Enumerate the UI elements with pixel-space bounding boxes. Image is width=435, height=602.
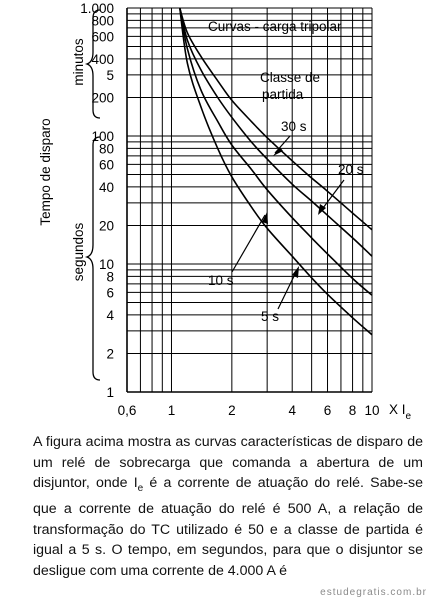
y-tick-label: 80 [98, 141, 114, 157]
y-tick-label: 5 [106, 67, 114, 83]
x-tick-label: 1 [167, 403, 176, 418]
curve-30s [180, 8, 372, 230]
y-tick-label: 800 [91, 13, 114, 29]
y-tick-label: 8 [106, 269, 114, 285]
x-axis-label: X $I_e$ [389, 402, 412, 422]
y-tick-label: 2 [106, 346, 114, 362]
y-tick-label: 40 [98, 179, 114, 195]
x-tick-label: 8 [348, 403, 357, 418]
chart-title: Curvas - carga tripolar [208, 19, 342, 34]
y-tick-label: 20 [98, 218, 114, 234]
legend-title-line-1: Classe de [260, 70, 321, 85]
series-label-30s: 30 s [281, 119, 307, 134]
y-tick-label: 1 [106, 385, 114, 400]
y-group-label-minutes: minutos [71, 38, 86, 86]
x-tick-label: 10 [364, 403, 380, 418]
chart-grid [127, 8, 372, 392]
watermark: estudegratis.com.br [320, 587, 427, 598]
y-tick-label: 400 [91, 51, 114, 67]
legend-title-line-2: partida [262, 87, 304, 102]
y-tick-label: 200 [91, 90, 114, 106]
y-tick-label: 10 [98, 257, 114, 272]
tick-labels [80, 1, 379, 418]
x-tick-label: 4 [288, 403, 296, 418]
y-tick-label: 4 [106, 307, 114, 323]
chart-axes [127, 8, 372, 392]
y-tick-label: 100 [91, 129, 114, 144]
x-tick-label: 0,6 [117, 403, 137, 418]
ie-symbol: I [133, 475, 138, 491]
curve-20s [180, 8, 372, 256]
question-text: A figura acima mostra as curvas características de disparo de um relé de sobrecarga que comanda a abertura de um disjuntor, onde $I_e$ é a corrente de atuação do relé. Sabe-se que a corrente de atuação do relé é 500 A, a relação de transformação do TC utilizado é 50 e a classe de partida é igual a 5 s. O tempo, em segundos, para que o disjuntor se desligue com uma corrente de 4.000 A é [33, 434, 423, 579]
y-tick-label: 600 [91, 29, 114, 45]
x-tick-label: 6 [323, 403, 332, 418]
y-group-label-seconds: segundos [71, 222, 86, 282]
x-tick-label: 2 [228, 403, 236, 418]
series-label-20s: 20 s [338, 162, 364, 177]
y-axis-label: Tempo de disparo [38, 118, 53, 226]
y-tick-label: 6 [106, 285, 114, 301]
series-label-10s: 10 s [208, 273, 234, 288]
y-tick-label: 1.000 [80, 1, 114, 16]
y-tick-label: 60 [98, 157, 114, 173]
series-label-5s: 5 s [261, 309, 280, 324]
